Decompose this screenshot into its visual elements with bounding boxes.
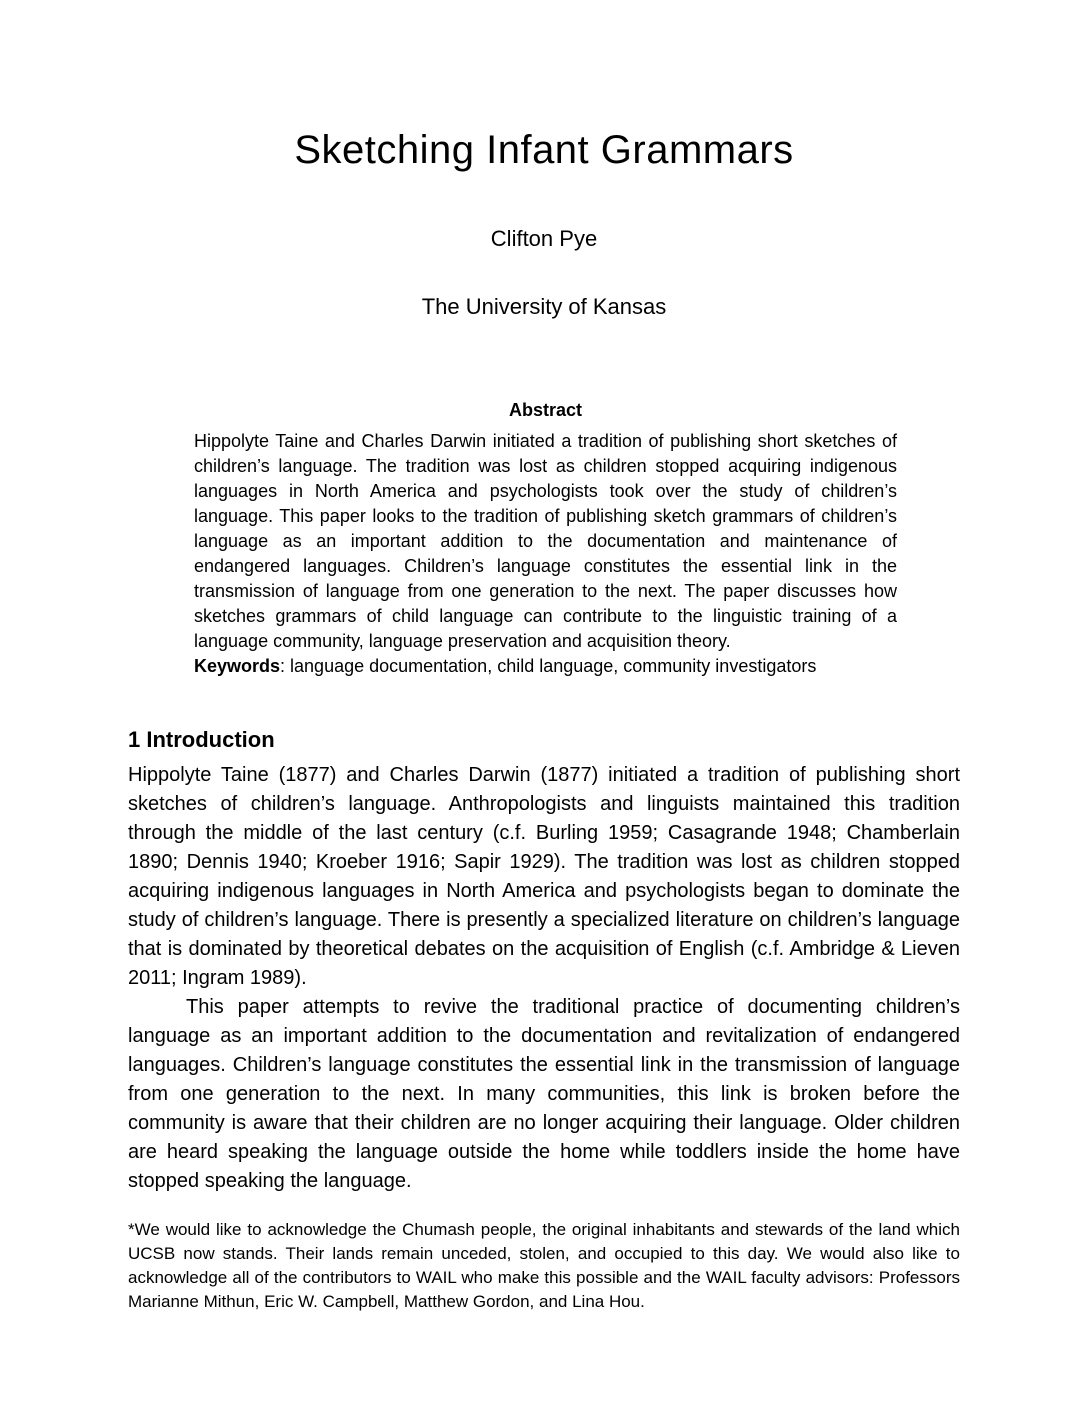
footnote-acknowledgement: *We would like to acknowledge the Chumash people, the original inhabitants and stewards of the land which UCSB now stands. Their lands remain unceded, stolen, and occupied to this day. We would also like to acknowledge all of the contributors to WAIL who make this possible and the WAIL faculty advisors: Professors Marianne Mithun, Eric W. Campbell, Matthew Gordon, and Lina Hou. xyxy=(128,1220,960,1311)
keywords-label: Keywords xyxy=(194,656,281,676)
affiliation: The University of Kansas xyxy=(421,294,667,319)
abstract-heading: Abstract xyxy=(508,400,583,420)
keywords-line xyxy=(194,654,897,679)
introduction-paragraph-1: Hippolyte Taine (1877) and Charles Darwin (1877) initiated a tradition of publishing short sketches of children’s language. Anthropologists and linguists maintained this tradition through the middle of the last century (c.f. Burling 1959; Casagrande 1948; Chamberlain 1890; Dennis 1940; Kroeber 1916; Sapir 1929). The tradition was lost as children stopped acquiring indigenous languages in North America and psychologists began to dominate the study of children’s language. There is presently a specialized literature on children’s language that is dominated by theoretical debates on the acquisition of English (c.f. Ambridge & Lieven 2011; Ingram 1989). xyxy=(128,764,960,989)
abstract-body: Hippolyte Taine and Charles Darwin initiated a tradition of publishing short sketches of children’s language. The tradition was lost as children stopped acquiring indigenous languages in North America and psychologists took over the study of children’s language. This paper looks to the tradition of publishing sketch grammars of children’s language as an important addition to the documentation and maintenance of endangered languages. Children’s language constitutes the essential link in the transmission of language from one generation to the next. The paper discusses how sketches grammars of child language can contribute to the linguistic training of a language community, language preservation and acquisition theory. xyxy=(194,431,897,651)
abstract-section xyxy=(194,398,897,679)
keywords-text: : language documentation, child language, community investigators xyxy=(280,656,817,676)
author-name: Clifton Pye xyxy=(490,226,598,251)
section-heading-introduction: 1 Introduction xyxy=(128,727,275,752)
introduction-paragraph-2: This paper attempts to revive the traditional practice of documenting children’s language as an important addition to the documentation and revitalization of endangered languages. Children’s language constitutes the essential link in the transmission of language from one generation to the next. In many communities, this link is broken before the community is aware that their children are no longer acquiring their language. Older children are heard speaking the language outside the home while toddlers inside the home have stopped speaking the language. xyxy=(128,996,960,1192)
paper-title: Sketching Infant Grammars xyxy=(294,128,794,172)
